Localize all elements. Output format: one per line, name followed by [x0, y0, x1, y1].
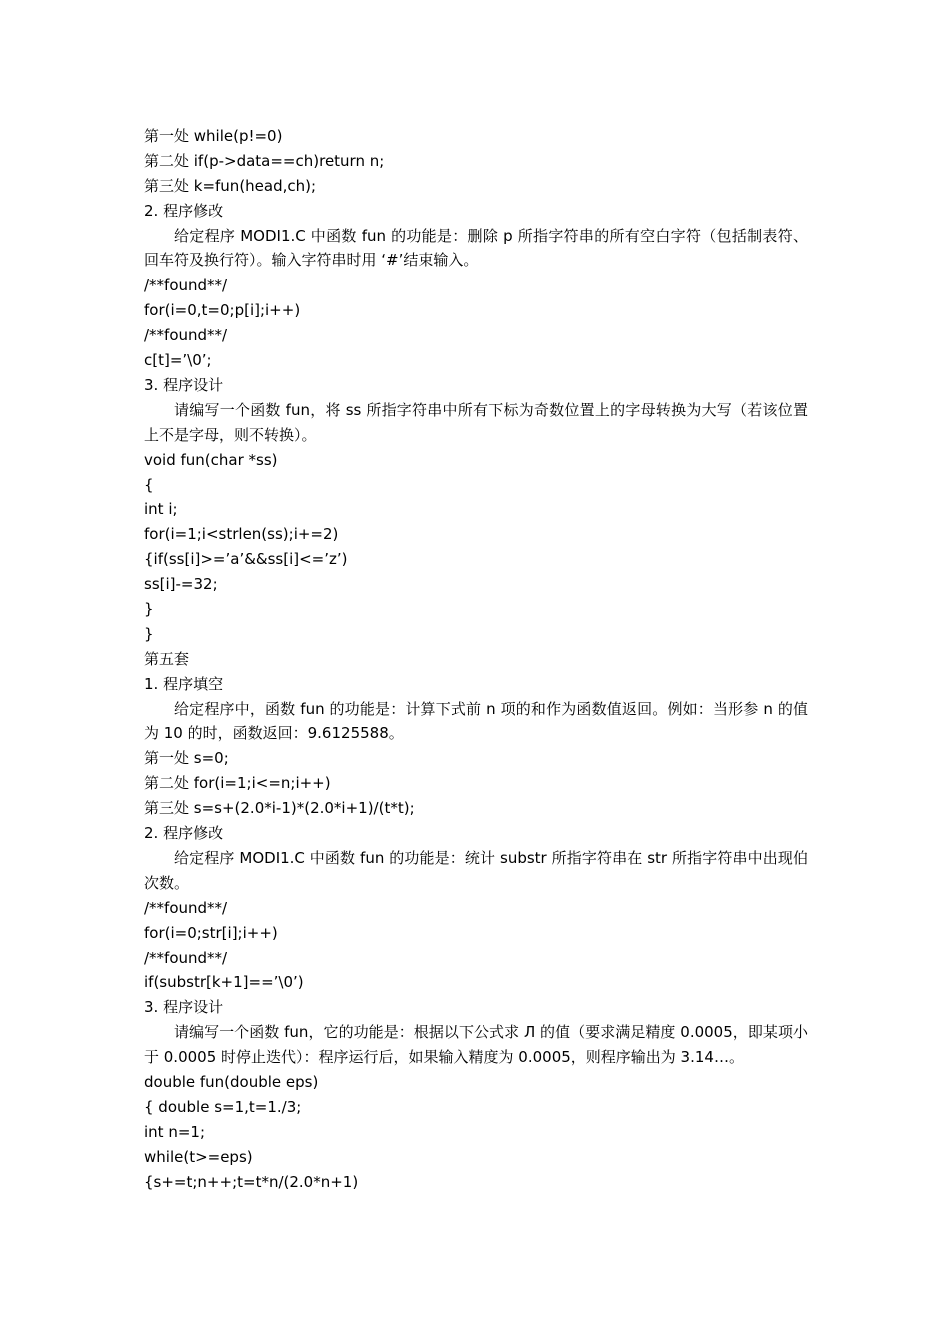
document-body	[144, 124, 808, 1194]
text-line: 第二处 if(p->data==ch)return n;	[144, 151, 385, 170]
paragraph: 请编写一个函数 fun，将 ss 所指字符串中所有下标为奇数位置上的字母转换为大写（若该位置上不是字母，则不转换）。	[144, 400, 808, 444]
section-heading: 3. 程序设计	[144, 375, 224, 394]
code-line: /**found**/	[144, 898, 228, 917]
code-line: c[t]=’\0’;	[144, 351, 212, 370]
code-line: for(i=1;i<strlen(ss);i+=2)	[144, 525, 339, 544]
section-heading: 2. 程序修改	[144, 824, 224, 843]
code-line: { double s=1,t=1./3;	[144, 1097, 302, 1116]
paragraph: 请编写一个函数 fun，它的功能是：根据以下公式求 Л 的值（要求满足精度 0.0005，即某项小于 0.0005 时停止迭代）：程序运行后，如果输入精度为 0.0005，则程序输出为 3.14…。	[144, 1023, 808, 1067]
text-line: 第三处 s=s+(2.0*i-1)*(2.0*i+1)/(t*t);	[144, 799, 415, 818]
text-line: 第一处 s=0;	[144, 749, 229, 768]
text-line: 第二处 for(i=1;i<=n;i++)	[144, 774, 331, 793]
code-line: /**found**/	[144, 948, 228, 967]
code-line: }	[144, 624, 154, 643]
code-line: void fun(char *ss)	[144, 450, 278, 469]
code-line: for(i=0;str[i];i++)	[144, 923, 278, 942]
section-heading: 1. 程序填空	[144, 674, 224, 693]
text-line: 第三处 k=fun(head,ch);	[144, 176, 317, 195]
code-line: {	[144, 475, 154, 494]
paragraph: 给定程序 MODI1.C 中函数 fun 的功能是：删除 p 所指字符串的所有空白字符（包括制表符、回车符及换行符）。输入字符串时用 ‘#’结束输入。	[144, 226, 808, 270]
code-line: ss[i]-=32;	[144, 575, 218, 594]
section-heading: 2. 程序修改	[144, 201, 224, 220]
section-title: 第五套	[144, 649, 190, 668]
text-line: 第一处 while(p!=0)	[144, 127, 283, 145]
code-line: double fun(double eps)	[144, 1073, 319, 1091]
paragraph: 给定程序中，函数 fun 的功能是：计算下式前 n 项的和作为函数值返回。例如：当形参 n 的值为 10 的时，函数返回：9.6125588。	[144, 699, 808, 743]
code-line: {s+=t;n++;t=t*n/(2.0*n+1)	[144, 1172, 359, 1191]
code-line: if(substr[k+1]==’\0’)	[144, 973, 304, 992]
code-line: int i;	[144, 500, 178, 519]
code-line: for(i=0,t=0;p[i];i++)	[144, 301, 301, 320]
paragraph: 给定程序 MODI1.C 中函数 fun 的功能是：统计 substr 所指字符串在 str 所指字符串中出现伯次数。	[144, 848, 808, 892]
code-line: {if(ss[i]>=’a’&&ss[i]<=’z’)	[144, 550, 348, 569]
code-line: /**found**/	[144, 326, 228, 345]
code-line: while(t>=eps)	[144, 1147, 253, 1166]
section-heading: 3. 程序设计	[144, 998, 224, 1017]
code-line: }	[144, 599, 154, 618]
code-line: int n=1;	[144, 1122, 205, 1141]
code-line: /**found**/	[144, 276, 228, 295]
